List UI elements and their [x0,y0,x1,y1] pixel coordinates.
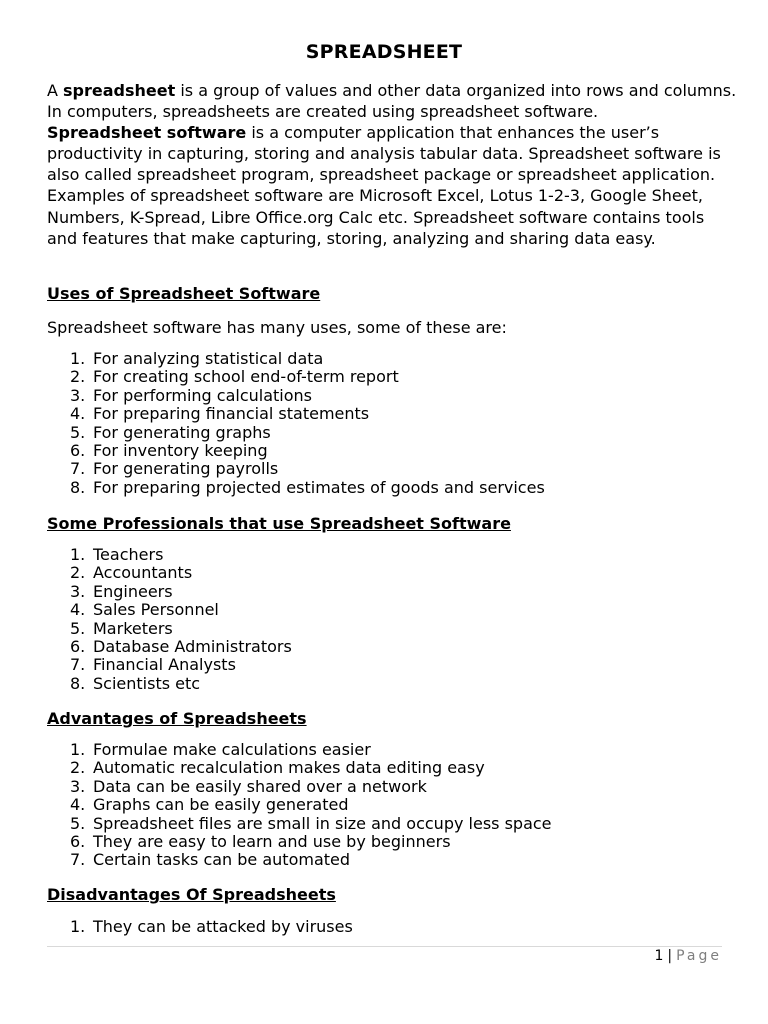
list-item [70,601,292,619]
list-item-number: 7. [70,459,86,479]
list-item-number: 6. [70,832,86,852]
list-item-text: Database Administrators [93,637,292,657]
list-item [70,815,552,833]
list-item [70,851,552,869]
list-item [70,546,292,564]
list-item-number: 2. [70,563,86,583]
list-item-number: 5. [70,813,86,833]
intro-text: A [47,81,64,100]
list-item-number: 5. [70,422,86,442]
footer-divider [47,946,722,947]
list-item-text: For generating payrolls [93,459,279,479]
list-item [70,564,292,582]
list-item-text: They are easy to learn and use by beginners [93,832,451,852]
uses-lead: Spreadsheet software has many uses, some of these are: [47,318,507,337]
list-item [70,833,552,851]
list-item-text: They can be attacked by viruses [93,917,353,936]
list-item-number: 1. [70,349,86,368]
list-item-text: Graphs can be easily generated [93,795,349,815]
footer-separator: | [667,948,673,964]
page-number: 1 [654,948,664,964]
page-footer [654,948,722,964]
list-item-number: 3. [70,581,86,601]
list-item-text: Sales Personnel [93,600,219,620]
list-item-text: Spreadsheet files are small in size and occupy less space [93,813,552,833]
list-item-text: Engineers [93,581,173,601]
list-item-text: Marketers [93,618,173,638]
list-item-text: For generating graphs [93,422,271,442]
list-item [70,741,552,759]
list-item-number: 2. [70,367,86,387]
list-item-number: 2. [70,758,86,778]
list-item-text: Automatic recalculation makes data editing easy [93,758,485,778]
list-item-number: 7. [70,655,86,675]
list-item [70,918,353,936]
professionals-list [70,546,292,693]
professionals-heading: Some Professionals that use Spreadsheet Software [47,514,511,533]
list-item-text: Teachers [93,545,164,564]
list-item-number: 3. [70,776,86,796]
list-item [70,638,292,656]
list-item [70,368,545,386]
list-item [70,350,545,368]
list-item-text: Financial Analysts [93,655,236,675]
list-item-text: Formulae make calculations easier [93,740,371,759]
list-item [70,656,292,674]
intro-text: is a computer application that enhances the user’s productivity in capturing, storing and analysis tabular data. Spreadsheet software is also called spreadsheet program, spreadsheet package or spreadsheet application. Examples of spreadsheet software are Microsoft Excel, Lotus 1-2-3, Google Sheet, Numbers, K-Spread, Libre Office.org Calc etc. Spreadsheet software contains tools and features that make capturing, storing, analyzing and sharing data easy. [47,123,721,248]
uses-heading: Uses of Spreadsheet Software [47,284,321,303]
list-item-number: 6. [70,441,86,461]
list-item [70,405,545,423]
intro-paragraph [47,80,737,249]
intro-term-software: Spreadsheet software [47,123,247,143]
list-item-number: 4. [70,600,86,620]
page-label: Page [676,948,722,964]
list-item [70,778,552,796]
list-item-number: 7. [70,850,86,870]
list-item-text: For performing calculations [93,385,313,405]
list-item [70,583,292,601]
disadvantages-heading: Disadvantages Of Spreadsheets [47,885,336,904]
list-item-text: Data can be easily shared over a network [93,776,427,796]
list-item-text: For creating school end-of-term report [93,367,399,387]
list-item-number: 4. [70,795,86,815]
list-item-text: For analyzing statistical data [93,349,324,368]
list-item [70,479,545,497]
list-item [70,796,552,814]
disadvantages-list [70,918,353,936]
intro-term-spreadsheet: spreadsheet [63,81,176,100]
page-title: SPREADSHEET [305,41,463,63]
list-item [70,442,545,460]
list-item-number: 1. [70,740,86,759]
uses-list [70,350,545,497]
list-item-number: 1. [70,917,86,936]
list-item [70,759,552,777]
list-item-number: 5. [70,618,86,638]
advantages-list [70,741,552,870]
list-item-number: 3. [70,385,86,405]
list-item [70,620,292,638]
list-item-number: 1. [70,545,86,564]
list-item-text: For inventory keeping [93,441,268,461]
advantages-heading: Advantages of Spreadsheets [47,709,307,728]
list-item [70,675,292,693]
list-item-text: Accountants [93,563,193,583]
list-item-number: 4. [70,404,86,424]
list-item-number: 6. [70,637,86,657]
list-item-text: For preparing financial statements [93,404,370,424]
list-item [70,424,545,442]
list-item-text: Scientists etc [93,673,201,693]
list-item [70,460,545,478]
list-item-text: For preparing projected estimates of goods and services [93,477,545,497]
list-item-number: 8. [70,673,86,693]
list-item [70,387,545,405]
list-item-text: Certain tasks can be automated [93,850,351,870]
list-item-number: 8. [70,477,86,497]
intro-text: is a group of values and other data organized into rows and columns. In computers, spreadsheets are created using spreadsheet software. [47,81,737,122]
